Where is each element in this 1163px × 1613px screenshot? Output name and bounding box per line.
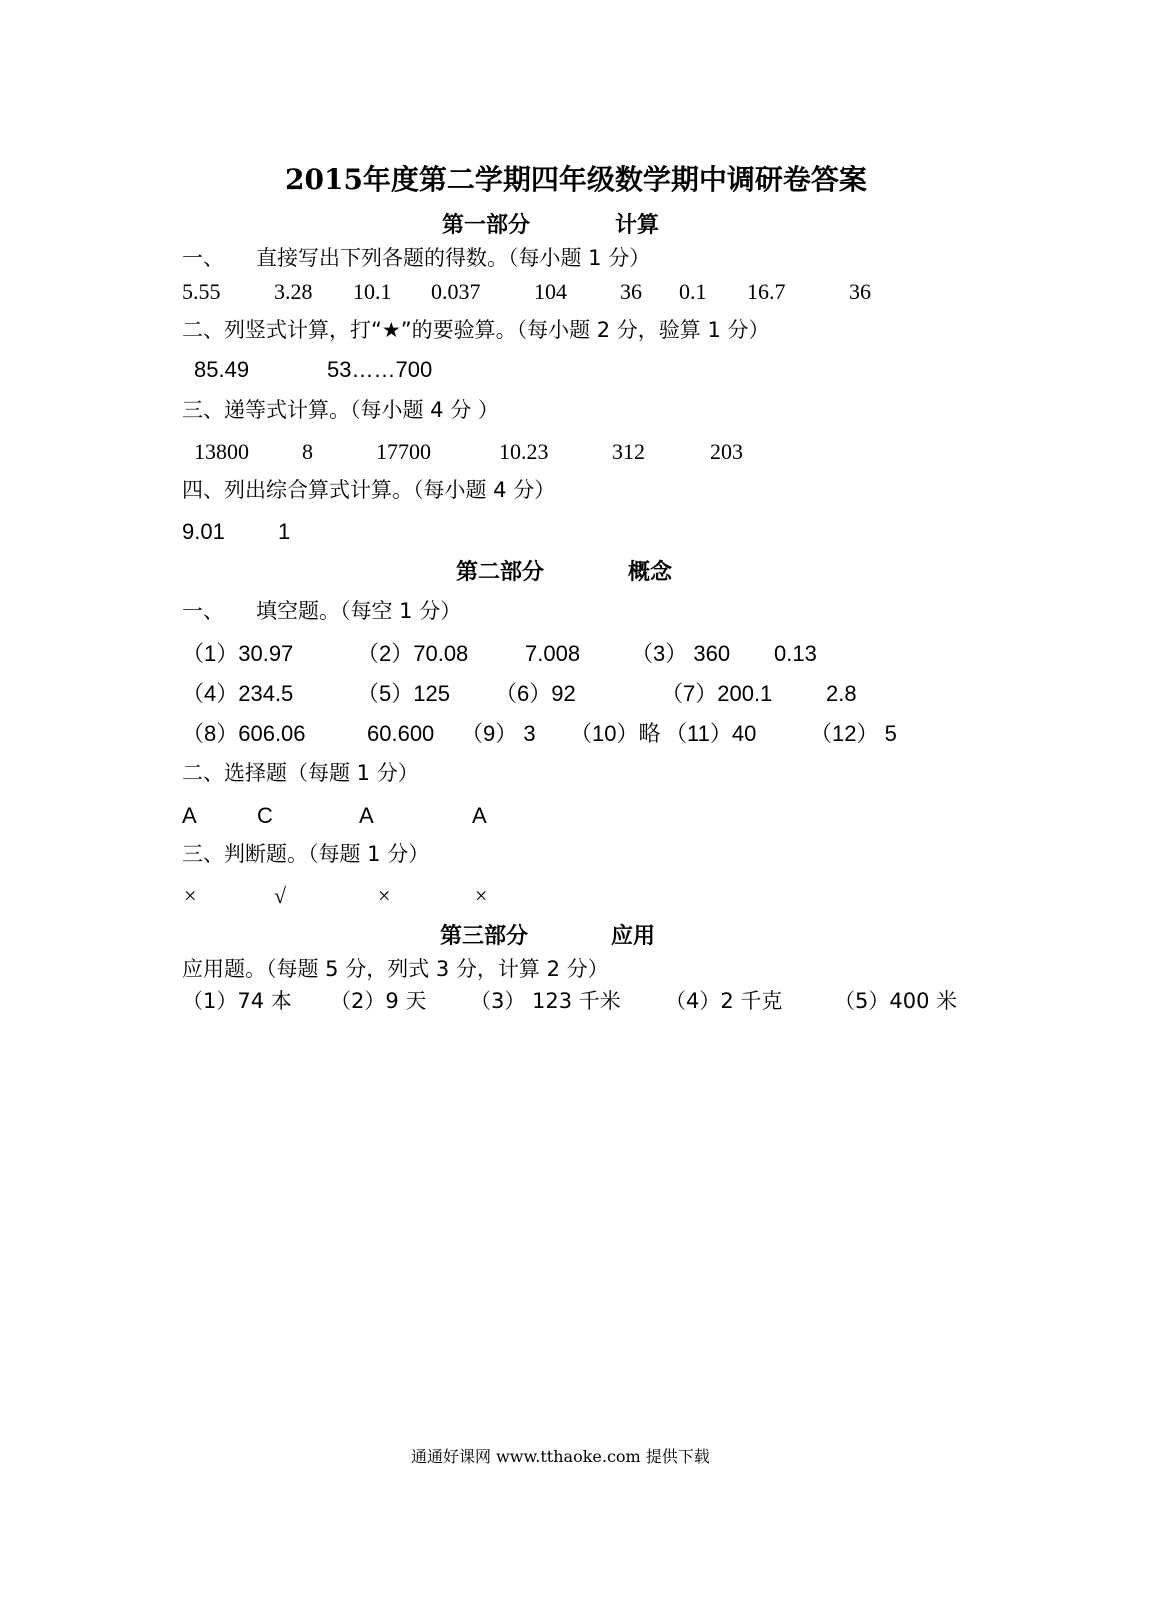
- part2-s3-heading: 三、判断题。（每题 1 分）: [182, 842, 430, 866]
- answer-value: ×: [378, 883, 391, 908]
- answer-value: 1: [278, 519, 291, 544]
- answer-value: 8: [302, 439, 313, 464]
- answer-value: 53……700: [327, 357, 433, 382]
- page-title: 2015年度第二学期四年级数学期中调研卷答案: [285, 163, 867, 196]
- part2-s2-heading: 二、选择题（每题 1 分）: [182, 761, 419, 785]
- answer-value: （4）2 千克: [665, 989, 783, 1013]
- answer-value: 104: [534, 279, 567, 304]
- answer-value: （7）200.1: [661, 681, 773, 706]
- answer-value: （2）9 天: [330, 989, 427, 1013]
- answer-value: 0.1: [679, 279, 707, 304]
- answer-value: 13800: [194, 439, 249, 464]
- answer-value: C: [257, 803, 273, 828]
- answer-value: 85.49: [194, 357, 250, 382]
- answer-value: 3.28: [274, 279, 313, 304]
- part1-s3-heading: 三、递等式计算。（每小题 4 分 ）: [182, 398, 499, 422]
- answer-value: 10.1: [353, 279, 392, 304]
- part1-s1-heading: 直接写出下列各题的得数。（每小题 1 分）: [256, 246, 651, 270]
- part3-heading-name: 应用: [611, 923, 656, 949]
- part1-s2-heading: 二、列竖式计算，打“★”的要验算。（每小题 2 分，验算 1 分）: [182, 318, 770, 342]
- answer-value: （12） 5: [810, 721, 897, 746]
- part2-s1-label: 一、: [182, 599, 224, 623]
- answer-value: 60.600: [367, 721, 435, 746]
- answer-value: （8）606.06: [182, 721, 306, 746]
- answer-value: 0.13: [774, 641, 817, 666]
- answer-value: 10.23: [499, 439, 549, 464]
- answer-value: （2）70.08: [357, 641, 469, 666]
- answer-value: （10）略: [570, 721, 661, 746]
- answer-value: √: [274, 883, 287, 908]
- answer-value: 7.008: [525, 641, 581, 666]
- part2-heading-name: 概念: [628, 559, 673, 585]
- answer-value: A: [359, 803, 374, 828]
- answer-value: （6）92: [495, 681, 576, 706]
- answer-value: A: [472, 803, 487, 828]
- answer-value: 2.8: [826, 681, 857, 706]
- answer-value: （1）30.97: [182, 641, 294, 666]
- part1-heading: 第一部分: [442, 212, 531, 238]
- answer-value: 203: [710, 439, 743, 464]
- answer-value: （5）400 米: [834, 989, 958, 1013]
- answer-value: （9） 3: [461, 721, 536, 746]
- answer-value: 36: [849, 279, 871, 304]
- answer-value: 16.7: [747, 279, 786, 304]
- answer-value: A: [182, 803, 197, 828]
- answer-value: （3） 123 千米: [470, 989, 621, 1013]
- answer-value: 17700: [376, 439, 431, 464]
- footer-credit: 通通好课网 www.tthaoke.com 提供下载: [411, 1447, 710, 1466]
- part3-heading-text: 应用题。（每题 5 分，列式 3 分，计算 2 分）: [182, 957, 609, 981]
- part2-heading: 第二部分: [456, 559, 545, 585]
- answer-value: （4）234.5: [182, 681, 294, 706]
- part2-s1-heading: 填空题。（每空 1 分）: [256, 599, 462, 623]
- part3-heading: 第三部分: [440, 923, 529, 949]
- answer-value: ×: [184, 883, 197, 908]
- answer-value: 312: [612, 439, 645, 464]
- part1-s4-heading: 四、列出综合算式计算。（每小题 4 分）: [182, 478, 556, 502]
- part1-s1-label: 一、: [182, 246, 224, 270]
- answer-value: （1）74 本: [182, 989, 292, 1013]
- answer-value: 9.01: [182, 519, 225, 544]
- answer-value: 5.55: [182, 279, 221, 304]
- answer-value: （5）125: [357, 681, 450, 706]
- answer-value: 36: [620, 279, 642, 304]
- answer-value: （3） 360: [631, 641, 731, 666]
- answer-value: （11）40: [665, 721, 757, 746]
- answer-value: 0.037: [431, 279, 481, 304]
- answer-value: ×: [475, 883, 488, 908]
- part1-heading-name: 计算: [615, 212, 660, 238]
